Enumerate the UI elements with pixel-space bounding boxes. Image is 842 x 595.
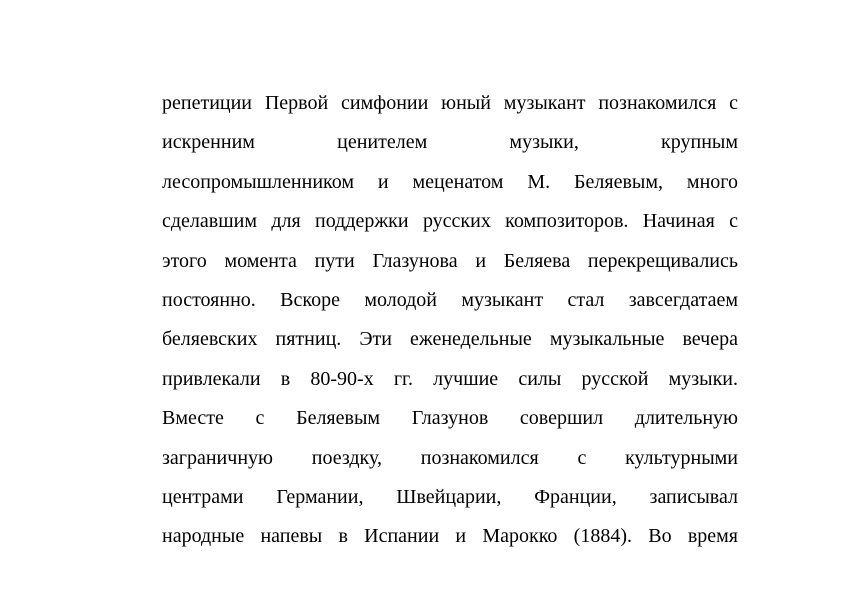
text-line: заграничную поездку, познакомился с культурными [162, 446, 738, 469]
text-line: Вместе с Беляевым Глазунов совершил длительную [162, 407, 738, 430]
body-text [162, 84, 738, 557]
text-line: центрами Германии, Швейцарии, Франции, записывал [162, 485, 738, 508]
text-line: искренним ценителем музыки, крупным [162, 131, 738, 154]
text-line: беляевских пятниц. Эти еженедельные музыкальные вечера [162, 328, 738, 351]
text-line: постоянно. Вскоре молодой музыкант стал завсегдатаем [162, 288, 738, 311]
text-line: народные напевы в Испании и Марокко (1884). Во время [162, 525, 738, 548]
text-line: сделавшим для поддержки русских композиторов. Начиная с [162, 210, 738, 233]
text-line: репетиции Первой симфонии юный музыкант познакомился с [162, 92, 738, 114]
text-line: этого момента пути Глазунова и Беляева перекрещивались [162, 249, 738, 272]
text-line: лесопромышленником и меценатом М. Беляевым, много [162, 170, 738, 193]
text-line: привлекали в 80-90-х гг. лучшие силы русской музыки. [162, 367, 738, 390]
